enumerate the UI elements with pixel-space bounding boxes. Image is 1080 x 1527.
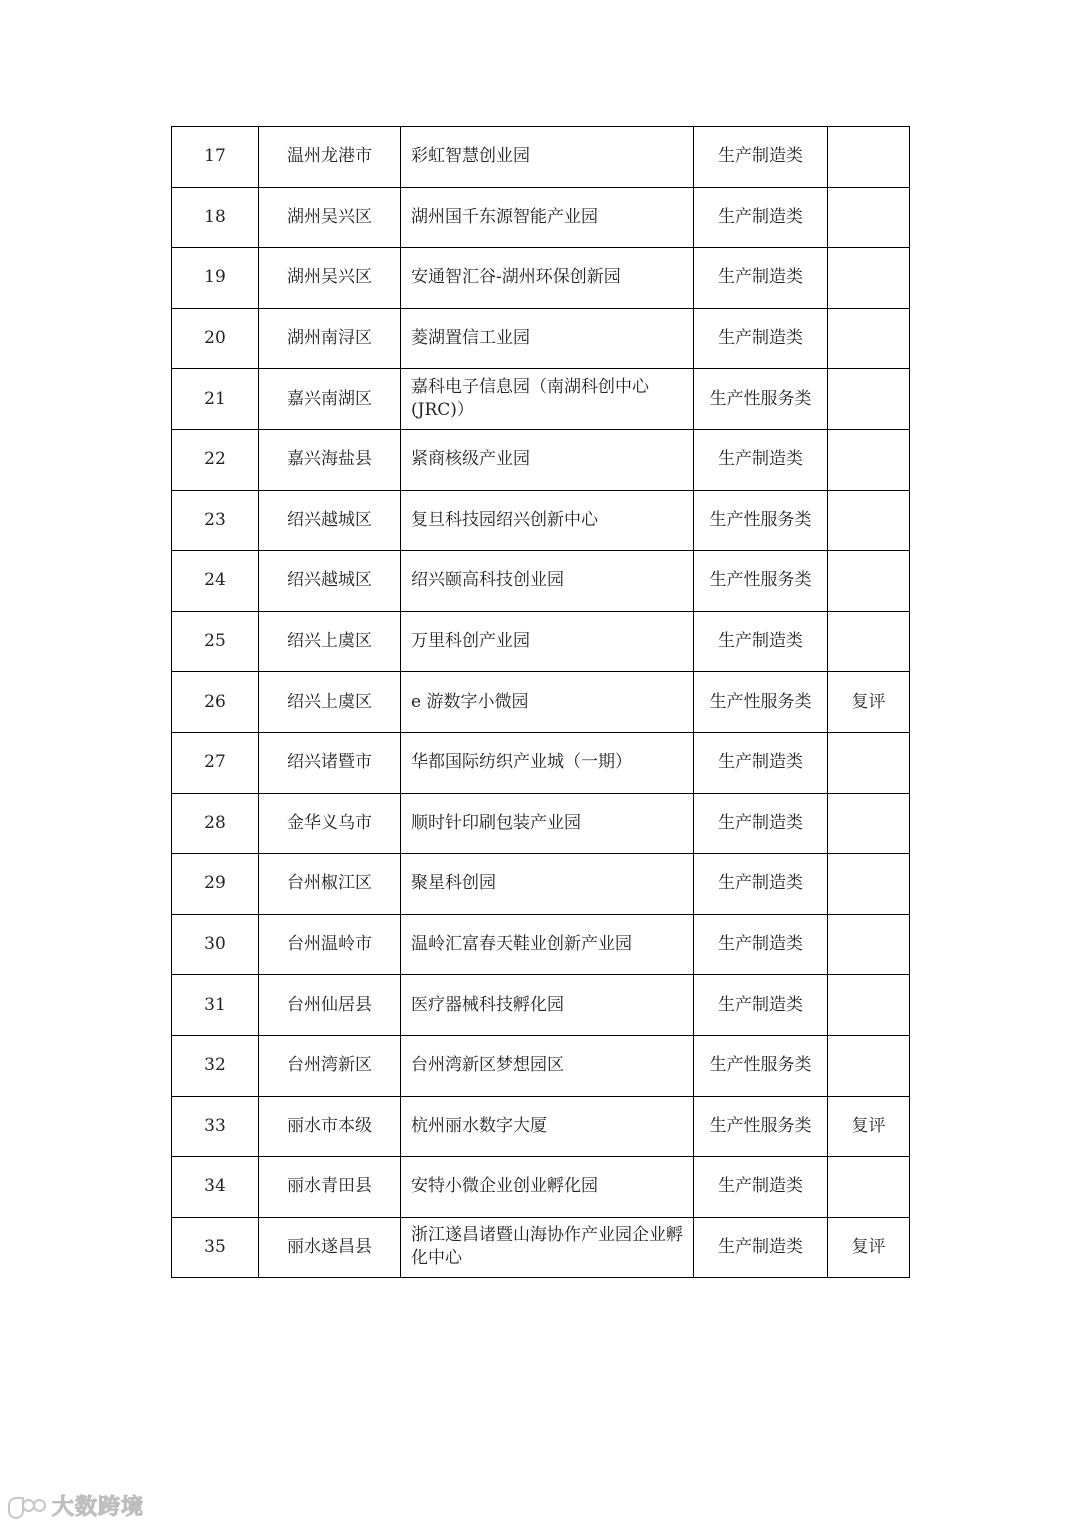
park-name-cell: 彩虹智慧创业园 <box>401 127 694 188</box>
table-row <box>172 611 910 672</box>
remark-cell <box>828 1157 910 1218</box>
park-type-cell: 生产性服务类 <box>694 369 828 430</box>
row-number-cell: 24 <box>172 551 259 612</box>
table-row <box>172 1157 910 1218</box>
watermark-text: 大数跨境 <box>52 1495 145 1520</box>
park-type-cell: 生产制造类 <box>694 248 828 309</box>
remark-cell: 复评 <box>828 672 910 733</box>
remark-cell: 复评 <box>828 1096 910 1157</box>
remark-cell <box>828 187 910 248</box>
remark-cell <box>828 308 910 369</box>
table-row <box>172 914 910 975</box>
row-number-cell: 28 <box>172 793 259 854</box>
region-cell: 绍兴上虞区 <box>259 611 401 672</box>
park-type-cell: 生产性服务类 <box>694 1096 828 1157</box>
region-cell: 金华义乌市 <box>259 793 401 854</box>
park-name-cell: 复旦科技园绍兴创新中心 <box>401 490 694 551</box>
park-type-cell: 生产制造类 <box>694 732 828 793</box>
row-number-cell: 22 <box>172 429 259 490</box>
remark-cell <box>828 490 910 551</box>
table-row <box>172 732 910 793</box>
park-name-cell: 华都国际纺织产业城（一期） <box>401 732 694 793</box>
remark-cell <box>828 1035 910 1096</box>
park-name-cell: 台州湾新区梦想园区 <box>401 1035 694 1096</box>
park-name-cell: 温岭汇富春天鞋业创新产业园 <box>401 914 694 975</box>
park-name-cell: 嘉科电子信息园（南湖科创中心(JRC)） <box>401 369 694 430</box>
park-name-cell: 万里科创产业园 <box>401 611 694 672</box>
row-number-cell: 34 <box>172 1157 259 1218</box>
remark-cell <box>828 551 910 612</box>
park-type-cell: 生产性服务类 <box>694 672 828 733</box>
region-cell: 绍兴越城区 <box>259 551 401 612</box>
park-list-table <box>171 126 910 1278</box>
park-type-cell: 生产制造类 <box>694 793 828 854</box>
park-type-cell: 生产性服务类 <box>694 490 828 551</box>
region-cell: 湖州吴兴区 <box>259 187 401 248</box>
table-row <box>172 429 910 490</box>
park-type-cell: 生产制造类 <box>694 975 828 1036</box>
row-number-cell: 18 <box>172 187 259 248</box>
region-cell: 台州温岭市 <box>259 914 401 975</box>
region-cell: 嘉兴南湖区 <box>259 369 401 430</box>
region-cell: 湖州南浔区 <box>259 308 401 369</box>
table-row <box>172 369 910 430</box>
table-row <box>172 551 910 612</box>
park-name-cell: 绍兴颐高科技创业园 <box>401 551 694 612</box>
remark-cell <box>828 248 910 309</box>
park-name-cell: 安通智汇谷-湖州环保创新园 <box>401 248 694 309</box>
remark-cell <box>828 127 910 188</box>
region-cell: 绍兴诸暨市 <box>259 732 401 793</box>
region-cell: 绍兴越城区 <box>259 490 401 551</box>
table-row <box>172 854 910 915</box>
brand-logo-icon <box>8 1493 46 1519</box>
region-cell: 台州仙居县 <box>259 975 401 1036</box>
table-row <box>172 308 910 369</box>
region-cell: 台州椒江区 <box>259 854 401 915</box>
remark-cell <box>828 854 910 915</box>
park-type-cell: 生产制造类 <box>694 429 828 490</box>
region-cell: 嘉兴海盐县 <box>259 429 401 490</box>
table-row <box>172 975 910 1036</box>
remark-cell <box>828 611 910 672</box>
table-row <box>172 1035 910 1096</box>
park-name-cell: 顺时针印刷包装产业园 <box>401 793 694 854</box>
remark-cell <box>828 369 910 430</box>
row-number-cell: 33 <box>172 1096 259 1157</box>
park-type-cell: 生产制造类 <box>694 1157 828 1218</box>
region-cell: 丽水市本级 <box>259 1096 401 1157</box>
park-type-cell: 生产制造类 <box>694 1217 828 1278</box>
table-row <box>172 187 910 248</box>
park-type-cell: 生产制造类 <box>694 854 828 915</box>
row-number-cell: 35 <box>172 1217 259 1278</box>
table-row <box>172 672 910 733</box>
row-number-cell: 19 <box>172 248 259 309</box>
park-type-cell: 生产制造类 <box>694 611 828 672</box>
park-type-cell: 生产性服务类 <box>694 551 828 612</box>
park-name-cell: 杭州丽水数字大厦 <box>401 1096 694 1157</box>
park-type-cell: 生产性服务类 <box>694 1035 828 1096</box>
row-number-cell: 20 <box>172 308 259 369</box>
park-type-cell: 生产制造类 <box>694 308 828 369</box>
row-number-cell: 21 <box>172 369 259 430</box>
park-name-cell: 紧商核级产业园 <box>401 429 694 490</box>
row-number-cell: 29 <box>172 854 259 915</box>
region-cell: 台州湾新区 <box>259 1035 401 1096</box>
remark-cell: 复评 <box>828 1217 910 1278</box>
remark-cell <box>828 914 910 975</box>
region-cell: 丽水遂昌县 <box>259 1217 401 1278</box>
park-name-cell: 湖州国千东源智能产业园 <box>401 187 694 248</box>
row-number-cell: 31 <box>172 975 259 1036</box>
row-number-cell: 26 <box>172 672 259 733</box>
row-number-cell: 23 <box>172 490 259 551</box>
row-number-cell: 27 <box>172 732 259 793</box>
table-row <box>172 248 910 309</box>
park-type-cell: 生产制造类 <box>694 127 828 188</box>
table-row <box>172 1217 910 1278</box>
remark-cell <box>828 732 910 793</box>
park-name-cell: 医疗器械科技孵化园 <box>401 975 694 1036</box>
row-number-cell: 25 <box>172 611 259 672</box>
park-name-cell: e 游数字小微园 <box>401 672 694 733</box>
remark-cell <box>828 793 910 854</box>
park-type-cell: 生产制造类 <box>694 187 828 248</box>
table-row <box>172 490 910 551</box>
park-name-cell: 浙江遂昌诸暨山海协作产业园企业孵化中心 <box>401 1217 694 1278</box>
table-row <box>172 127 910 188</box>
park-name-cell: 菱湖置信工业园 <box>401 308 694 369</box>
row-number-cell: 17 <box>172 127 259 188</box>
region-cell: 丽水青田县 <box>259 1157 401 1218</box>
watermark <box>8 1490 144 1521</box>
park-type-cell: 生产制造类 <box>694 914 828 975</box>
table-body <box>172 127 910 1278</box>
row-number-cell: 30 <box>172 914 259 975</box>
region-cell: 温州龙港市 <box>259 127 401 188</box>
park-name-cell: 安特小微企业创业孵化园 <box>401 1157 694 1218</box>
region-cell: 湖州吴兴区 <box>259 248 401 309</box>
table-row <box>172 1096 910 1157</box>
remark-cell <box>828 429 910 490</box>
table-row <box>172 793 910 854</box>
region-cell: 绍兴上虞区 <box>259 672 401 733</box>
park-name-cell: 聚星科创园 <box>401 854 694 915</box>
row-number-cell: 32 <box>172 1035 259 1096</box>
remark-cell <box>828 975 910 1036</box>
